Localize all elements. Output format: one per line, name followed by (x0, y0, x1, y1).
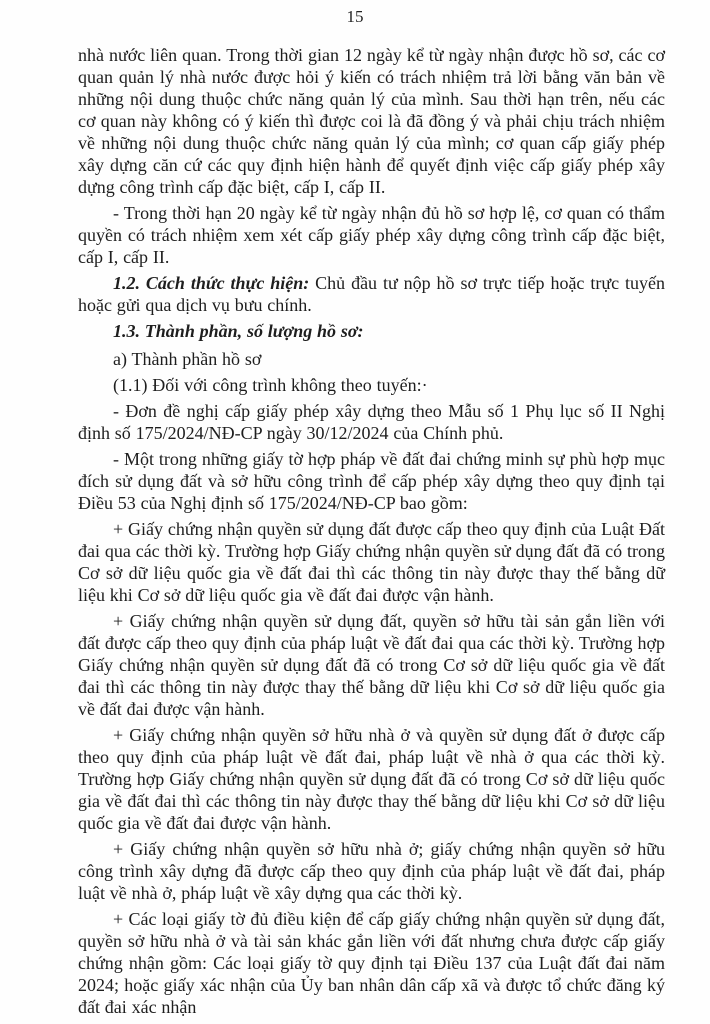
document-content (78, 44, 665, 1022)
paragraph: + Giấy chứng nhận quyền sử dụng đất được cấp theo quy định của Luật Đất đai qua các thời kỳ. Trường hợp Giấy chứng nhận quyền sử dụng đất đã có trong Cơ sở dữ liệu quốc gia về đất đai thì các thông tin này được thay thế bằng dữ liệu khi Cơ sở dữ liệu quốc gia về đất đai được vận hành. (78, 519, 665, 605)
paragraph: (1.1) Đối với công trình không theo tuyến:· (113, 375, 428, 395)
paragraph: + Giấy chứng nhận quyền sở hữu nhà ở và quyền sử dụng đất ở được cấp theo quy định của pháp luật về đất đai, pháp luật về nhà ở qua các thời kỳ. Trường hợp Giấy chứng nhận quyền sử dụng đất đã có trong Cơ sở dữ liệu quốc gia về đất đai thì các thông tin này được thay thế bằng dữ liệu khi Cơ sở dữ liệu quốc gia về đất đai được vận hành. (78, 725, 665, 833)
paragraph: 1.2. Cách thức thực hiện: Chủ đầu tư nộp hồ sơ trực tiếp hoặc trực tuyến hoặc gửi qua dịch vụ bưu chính. (78, 273, 665, 315)
section-heading: 1.3. Thành phần, số lượng hồ sơ: (113, 321, 364, 341)
page-number: 15 (346, 7, 364, 26)
paragraph: + Giấy chứng nhận quyền sử dụng đất, quyền sở hữu tài sản gắn liền với đất được cấp theo quy định của pháp luật về đất đai qua các thời kỳ. Trường hợp Giấy chứng nhận quyền sử dụng đất đã có trong Cơ sở dữ liệu quốc gia về đất đai thì các thông tin này được thay thế bằng dữ liệu khi Cơ sở dữ liệu quốc gia về đất đai được vận hành. (78, 611, 665, 719)
paragraph: a) Thành phần hồ sơ (113, 349, 262, 369)
paragraph: nhà nước liên quan. Trong thời gian 12 ngày kể từ ngày nhận được hồ sơ, các cơ quan quản lý nhà nước được hỏi ý kiến có trách nhiệm trả lời bằng văn bản về những nội dung thuộc chức năng quản lý của mình. Sau thời hạn trên, nếu các cơ quan này không có ý kiến thì được coi là đã đồng ý và phải chịu trách nhiệm về những nội dung thuộc chức năng quản lý của mình; cơ quan cấp giấy phép xây dựng căn cứ các quy định hiện hành để quyết định việc cấp giấy phép xây dựng công trình cấp đặc biệt, cấp I, cấp II. (78, 45, 665, 197)
paragraph: - Một trong những giấy tờ hợp pháp về đất đai chứng minh sự phù hợp mục đích sử dụng đất và sở hữu công trình để cấp phép xây dựng theo quy định tại Điều 53 của Nghị định số 175/2024/NĐ-CP bao gồm: (78, 449, 665, 513)
paragraph: - Trong thời hạn 20 ngày kể từ ngày nhận đủ hồ sơ hợp lệ, cơ quan có thẩm quyền có trách nhiệm xem xét cấp giấy phép xây dựng công trình cấp đặc biệt, cấp I, cấp II. (78, 203, 665, 267)
paragraph: + Các loại giấy tờ đủ điều kiện để cấp giấy chứng nhận quyền sử dụng đất, quyền sở hữu nhà ở và tài sản khác gắn liền với đất nhưng chưa được cấp giấy chứng nhận gồm: Các loại giấy tờ quy định tại Điều 137 của Luật đất đai năm 2024; hoặc giấy xác nhận của Ủy ban nhân dân cấp xã và được tổ chức đăng ký đất đai xác nhận (78, 909, 665, 1017)
paragraph-lead: 1.2. Cách thức thực hiện: (113, 273, 310, 293)
paragraph: - Đơn đề nghị cấp giấy phép xây dựng theo Mẫu số 1 Phụ lục số II Nghị định số 175/2024/NĐ-CP ngày 30/12/2024 của Chính phủ. (78, 401, 665, 443)
paragraph: + Giấy chứng nhận quyền sở hữu nhà ở; giấy chứng nhận quyền sở hữu công trình xây dựng đã được cấp theo quy định của pháp luật về đất đai, pháp luật về nhà ở, pháp luật về xây dựng qua các thời kỳ. (78, 839, 665, 903)
